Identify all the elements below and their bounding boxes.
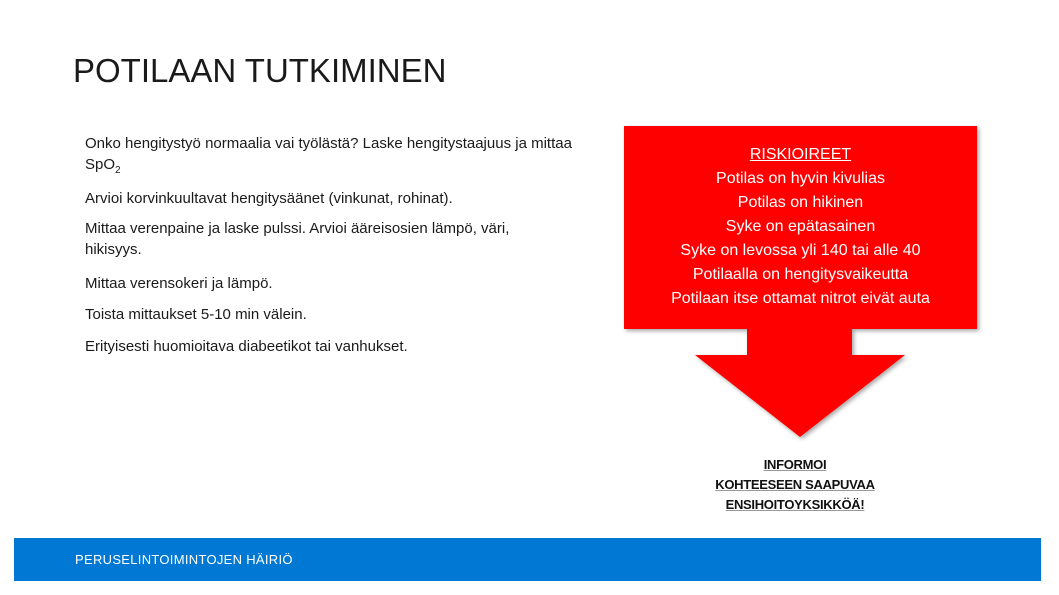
instruction-breathing-text: Onko hengitystyö normaalia vai työlästä? Laske hengitystaajuus ja mittaa Sp (85, 135, 572, 173)
risk-item: Syke on epätasainen (725, 218, 876, 235)
instruction-repeat: Toista mittaukset 5-10 min välein. (85, 306, 307, 323)
page-title: POTILAAN TUTKIMINEN (73, 52, 447, 89)
risk-item: Potilas on hikinen (737, 194, 864, 211)
risk-item: Potilaalla on hengitysvaikeutta (692, 266, 909, 283)
inform-notice (690, 455, 900, 515)
instruction-special-attention: Erityisesti huomioitava diabeetikot tai vanhukset. (85, 338, 408, 355)
inform-line: INFORMOI (763, 457, 827, 472)
risk-item: Potilaan itse ottamat nitrot eivät auta (671, 290, 930, 307)
instruction-blood-sugar: Mittaa verensokeri ja lämpö. (85, 275, 273, 292)
inform-line: ENSIHOITOYKSIKKÖÄ! (725, 497, 865, 512)
footer-bar (14, 538, 1041, 581)
instruction-blood-pressure: Mittaa verenpaine ja laske pulssi. Arvioi ääreisosien lämpö, väri, hikisyys. (85, 220, 510, 258)
risk-item: Syke on levossa yli 140 tai alle 40 (680, 242, 921, 259)
inform-line: KOHTEESEEN SAAPUVAA (715, 477, 875, 492)
instruction-spo2-subscript: 2 (115, 165, 121, 176)
instruction-breath-sounds: Arvioi korvinkuultavat hengitysäänet (vinkunat, rohinat). (85, 190, 453, 207)
footer-title: PERUSELINTOIMINTOJEN HÄIRIÖ (75, 552, 293, 567)
instruction-spo2-o: O (103, 156, 116, 173)
risk-title: RISKIOIREET (749, 146, 852, 163)
risk-symptoms-box (624, 126, 977, 329)
risk-item: Potilas on hyvin kivulias (716, 170, 885, 187)
